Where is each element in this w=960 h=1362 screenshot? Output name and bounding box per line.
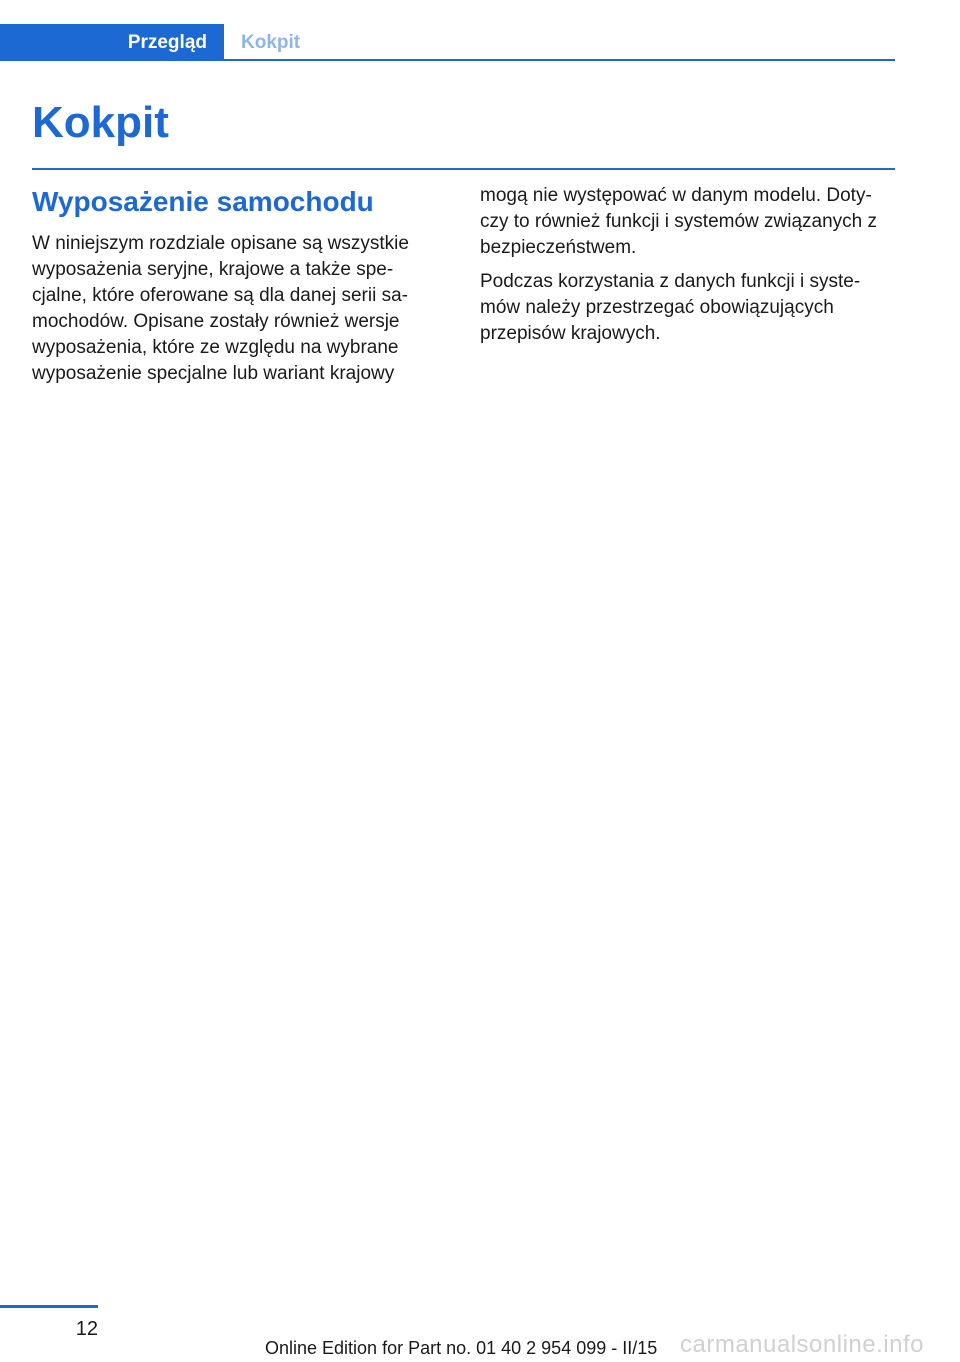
paragraph: Podczas korzystania z danych funkcji i syste-mów należy przestrzegać obowiązujących przepisów krajowych. — [480, 271, 861, 344]
page-title: Kokpit — [32, 98, 169, 147]
section-heading: Wyposażenie samochodu — [32, 186, 374, 217]
page-number: 12 — [75, 1318, 98, 1340]
header-bar — [0, 24, 895, 62]
header-divider — [0, 59, 895, 61]
footer-divider — [0, 1305, 98, 1308]
breadcrumb-tab-cockpit[interactable]: Kokpit — [241, 32, 301, 53]
watermark: carmanualsonline.info — [680, 1331, 924, 1358]
title-divider — [32, 168, 895, 170]
breadcrumb-tab-overview[interactable]: Przegląd — [0, 24, 224, 61]
paragraph: mogą nie występować w danym modelu. Doty-czy to również funkcji i systemów związanych z bezpieczeństwem. — [480, 185, 878, 258]
edition-note: Online Edition for Part no. 01 40 2 954 099 - II/15 — [265, 1338, 658, 1358]
left-column — [32, 231, 432, 395]
paragraph: W niniejszym rozdziale opisane są wszystkie wyposażenia seryjne, krajowe a także spe-cjalne, które oferowane są dla danej serii sa-mochodów. Opisane zostały również wersje wyposażenia, które ze względu na wybrane wyposażenie specjalne lub wariant krajowy — [32, 233, 409, 384]
right-column — [480, 183, 894, 355]
